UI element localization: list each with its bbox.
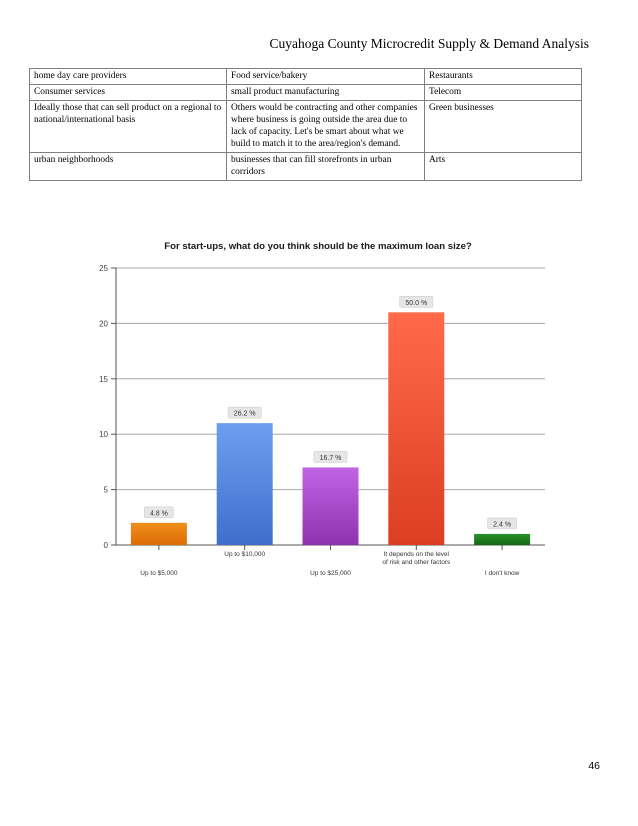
table-cell: Others would be contracting and other companies where business is going outside the area due to lack of capacity. Let's be smart about what we build to match it to the area/region's demand. xyxy=(227,101,425,153)
y-tick-label: 5 xyxy=(103,485,108,495)
page-number: 46 xyxy=(588,760,600,772)
y-tick-label: 25 xyxy=(99,264,108,273)
category-label: Up to $5,000 xyxy=(140,570,178,577)
category-label: Up to $10,000 xyxy=(224,551,266,558)
loan-size-chart-svg xyxy=(0,226,638,586)
data-label: 4.8 % xyxy=(149,510,168,518)
table-cell: urban neighborhoods xyxy=(30,153,227,181)
category-label: It depends on the level xyxy=(383,551,450,558)
table-cell: Consumer services xyxy=(30,85,227,101)
table-cell: Food service/bakery xyxy=(227,69,425,85)
table-cell: Ideally those that can sell product on a regional to national/international basis xyxy=(30,101,227,153)
y-tick-label: 20 xyxy=(99,319,108,329)
data-label: 50.0 % xyxy=(405,299,428,307)
business-types-table xyxy=(29,68,582,181)
table-cell: Arts xyxy=(425,153,582,181)
bar xyxy=(303,467,359,545)
table-cell: Green businesses xyxy=(425,101,582,153)
table-row xyxy=(30,153,582,181)
table-cell: home day care providers xyxy=(30,69,227,85)
table-row xyxy=(30,85,582,101)
category-label: Up to $25,000 xyxy=(310,570,351,577)
y-tick-label: 0 xyxy=(103,541,108,550)
category-label: of risk and other factors xyxy=(382,559,451,566)
bar xyxy=(388,312,444,545)
category-label: I don't know xyxy=(484,570,520,577)
loan-size-chart xyxy=(0,226,638,586)
data-label: 16.7 % xyxy=(319,454,342,462)
bar xyxy=(131,523,187,545)
table-row xyxy=(30,69,582,85)
table-row xyxy=(30,101,582,153)
table-cell: Telecom xyxy=(425,85,582,101)
bar xyxy=(217,423,273,545)
y-tick-label: 10 xyxy=(99,430,108,440)
y-tick-label: 15 xyxy=(99,374,108,384)
data-label: 26.2 % xyxy=(233,410,256,418)
chart-title: For start-ups, what do you think should be the maximum loan size? xyxy=(164,241,472,252)
table-cell: small product manufacturing xyxy=(227,85,425,101)
data-label: 2.4 % xyxy=(493,521,512,529)
table-cell: businesses that can fill storefronts in urban corridors xyxy=(227,153,425,181)
table-cell: Restaurants xyxy=(425,69,582,85)
page-header-title: Cuyahoga County Microcredit Supply & Demand Analysis xyxy=(269,36,589,51)
bar xyxy=(474,534,530,545)
